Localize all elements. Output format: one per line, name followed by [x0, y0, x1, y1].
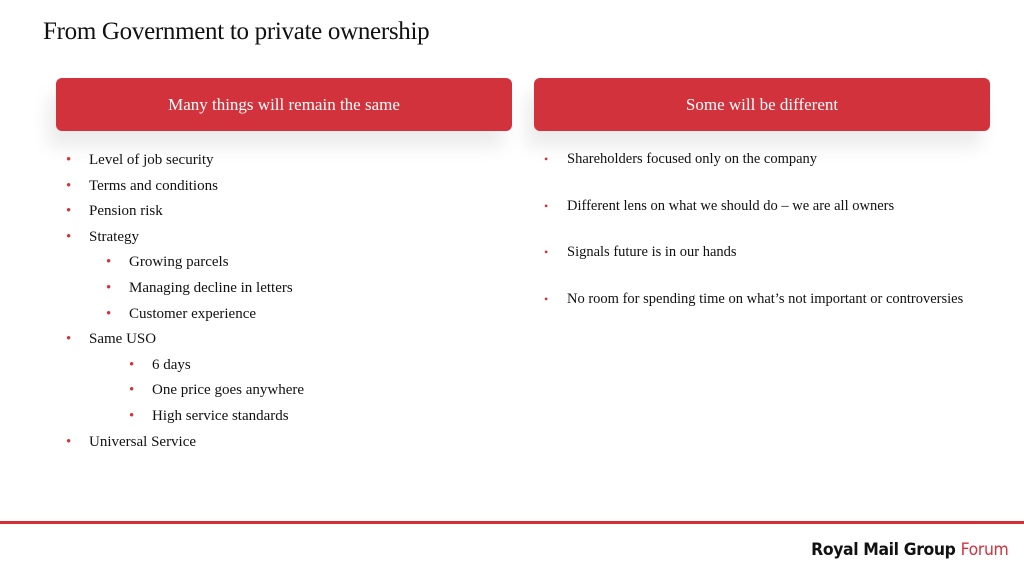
bullet-icon: •: [544, 245, 549, 259]
bullet-icon: •: [106, 254, 112, 271]
list-item: • Pension risk: [66, 199, 506, 225]
right-bullet-list: [544, 149, 964, 335]
bullet-icon: •: [66, 228, 72, 245]
list-item: • Same USO: [66, 327, 506, 353]
bullet-icon: •: [106, 305, 112, 322]
brand-logo: [811, 540, 1008, 560]
left-bullet-list: [66, 148, 506, 455]
list-item: • Level of job security: [66, 148, 506, 174]
bullet-icon: •: [544, 291, 549, 306]
bullet-icon: •: [106, 279, 112, 296]
list-item: • Shareholders focused only on the company: [544, 151, 818, 167]
bullet-icon: •: [544, 152, 549, 166]
left-column-header: Many things will remain the same: [56, 78, 512, 131]
list-item: • Universal Service: [66, 430, 506, 456]
list-item: • Signals future is in our hands: [544, 244, 737, 260]
bullet-icon: •: [66, 331, 72, 348]
sub-list-item: • One price goes anywhere: [66, 378, 506, 404]
bullet-icon: •: [544, 198, 549, 213]
brand-name: Royal Mail Group: [810, 540, 956, 560]
sub-list-item: • 6 days: [66, 353, 506, 379]
bullet-icon: •: [66, 177, 72, 194]
sub-list-item: • High service standards: [66, 404, 506, 430]
brand-forum: Forum: [960, 540, 1008, 560]
bullet-icon: •: [129, 356, 135, 373]
bullet-icon: •: [66, 152, 72, 168]
sub-list-item: • Customer experience: [66, 302, 506, 328]
sub-list-item: • Managing decline in letters: [66, 276, 506, 302]
bullet-icon: •: [66, 203, 72, 220]
bullet-icon: •: [129, 382, 135, 399]
list-item: • No room for spending time on what’s not important or controversies: [544, 290, 964, 307]
list-item: • Strategy: [66, 225, 506, 251]
sub-list-item: • Growing parcels: [66, 250, 506, 276]
list-item: • Different lens on what we should do – we are all owners: [544, 197, 895, 214]
list-item: • Terms and conditions: [66, 174, 506, 200]
slide-title: From Government to private ownership: [43, 18, 430, 45]
bullet-icon: •: [66, 433, 72, 450]
footer-divider: [0, 521, 1024, 524]
bullet-icon: •: [129, 407, 135, 424]
right-column-header: Some will be different: [534, 78, 990, 131]
